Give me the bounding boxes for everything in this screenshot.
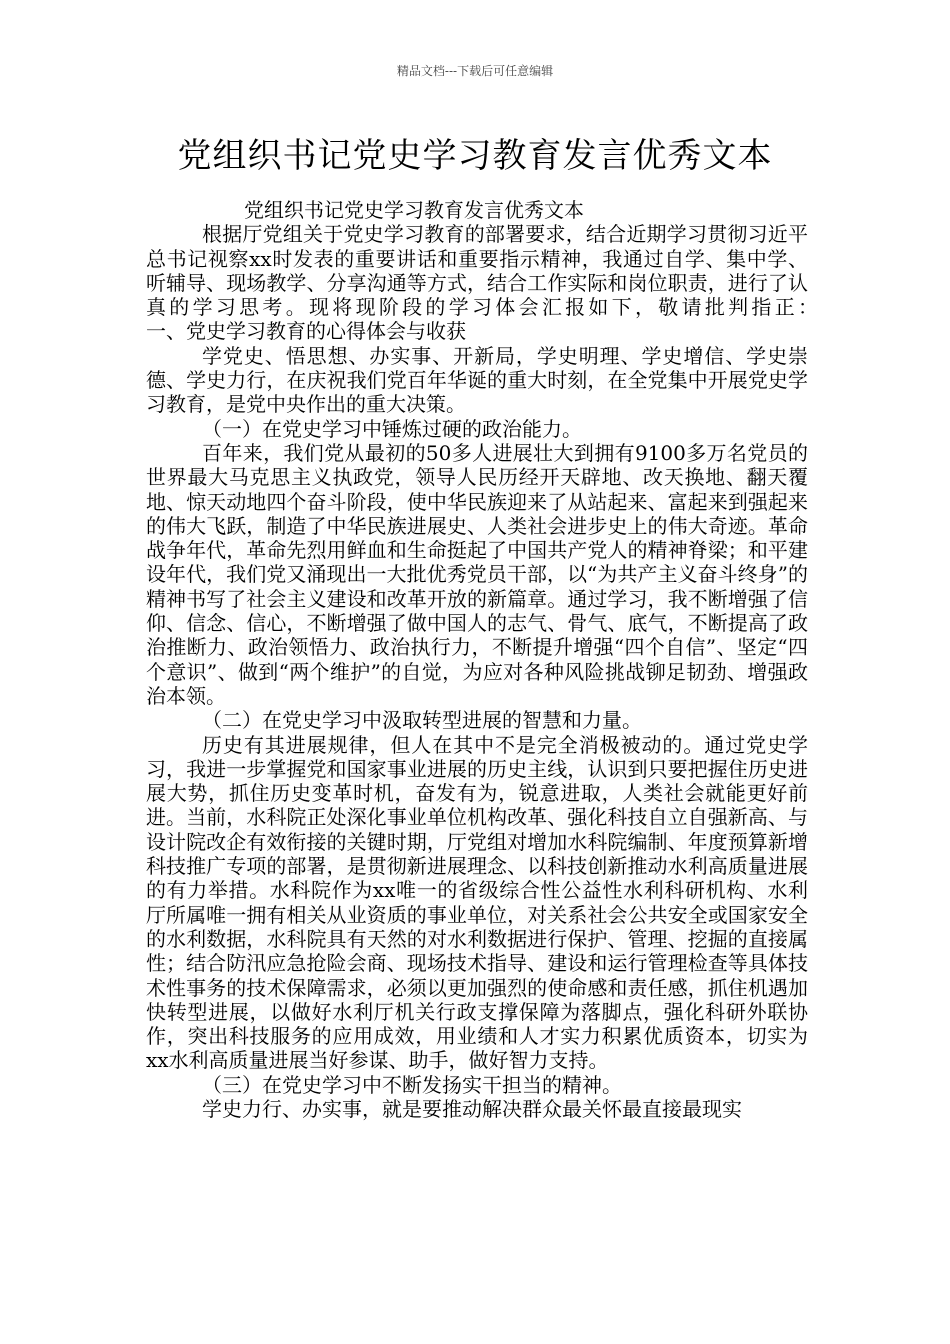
section-heading-1: （一）在党史学习中锤炼过硬的政治能力。 bbox=[202, 416, 582, 441]
section-heading-3: （三）在党史学习中不断发扬实干担当的精神。 bbox=[202, 1072, 622, 1097]
header-note: 精品文档---下载后可任意编辑 bbox=[396, 64, 554, 78]
paragraph-1: 学党史、悟思想、办实事、开新局，学史明理、学史增信、学史崇德、学史力行，在庆祝我们党百年华诞的重大时刻，在全党集中开展党史学习教育，是党中央作出的重大决策。 bbox=[146, 343, 808, 417]
paragraph-2: 百年来，我们党从最初的50多人进展壮大到拥有9100多万名党员的世界最大马克思主义执政党，领导人民历经开天辟地、改天换地、翻天覆地、惊天动地四个奋斗阶段，使中华民族迎来了从站起来、富起来到强起来的伟大飞跃，制造了中华民族进展史、人类社会进步史上的伟大奇迹。革命战争年代，革命先烈用鲜血和生命挺起了中国共产党人的精神脊梁；和平建设年代，我们党又涌现出一大批优秀党员干部，以“为共产主义奋斗终身”的精神书写了社会主义建设和改革开放的新篇章。通过学习，我不断增强了信仰、信念、信心，不断增强了做中国人的志气、骨气、底气，不断提高了政治推断力、政治领悟力、政治执行力，不断提升增强“四个自信”、坚定“四个意识”、做到“两个维护”的自觉，为应对各种风险挑战铆足韧劲、增强政治本领。 bbox=[146, 440, 808, 708]
paragraph-3: 历史有其进展规律，但人在其中不是完全消极被动的。通过党史学习，我进一步掌握党和国家事业进展的历史主线，认识到只要把握住历史进展大势，抓住历史变革时机，奋发有为，锐意进取，人类社会就能更好前进。当前，水科院正处深化事业单位机构改革、强化科技自立自强新高、与设计院改企有效衔接的关键时期，厅党组对增加水科院编制、年度预算新增科技推广专项的部署，是贯彻新进展理念、以科技创新推动水利高质量进展的有力举措。水科院作为xx唯一的省级综合性公益性水利科研机构、水利厅所属唯一拥有相关从业资质的事业单位，对关系社会公共安全或国家安全的水利数据，水科院具有天然的对水利数据进行保护、管理、挖掘的直接属性；结合防汛应急抢险会商、现场技术指导、建设和运行管理检查等具体技术性事务的技术保障需求，必须以更加强烈的使命感和责任感，抓住机遇加快转型进展，以做好水利厅机关行政支撑保障为落脚点，强化科研外联协作，突出科技服务的应用成效，用业绩和人才实力积累优质资本，切实为xx水利高质量进展当好参谋、助手，做好智力支持。 bbox=[146, 732, 808, 1073]
document-title: 党组织书记党史学习教育发言优秀文本 bbox=[177, 136, 773, 176]
section-heading-2: （二）在党史学习中汲取转型进展的智慧和力量。 bbox=[202, 708, 642, 733]
document-body bbox=[146, 198, 888, 1121]
paragraph-4: 学史力行、办实事，就是要推动解决群众最关怀最直接最现实 bbox=[202, 1096, 742, 1121]
paragraph-intro: 根据厅党组关于党史学习教育的部署要求，结合近期学习贯彻习近平总书记视察xx时发表的重要讲话和重要指示精神，我通过自学、集中学、听辅导、现场教学、分享沟通等方式，结合工作实际和岗位职责，进行了认真的学习思考。现将现阶段的学习体会汇报如下，敬请批判指正： 一、党史学习教育的心得体会与收获 bbox=[146, 222, 888, 344]
document-subtitle: 党组织书记党史学习教育发言优秀文本 bbox=[244, 198, 584, 222]
